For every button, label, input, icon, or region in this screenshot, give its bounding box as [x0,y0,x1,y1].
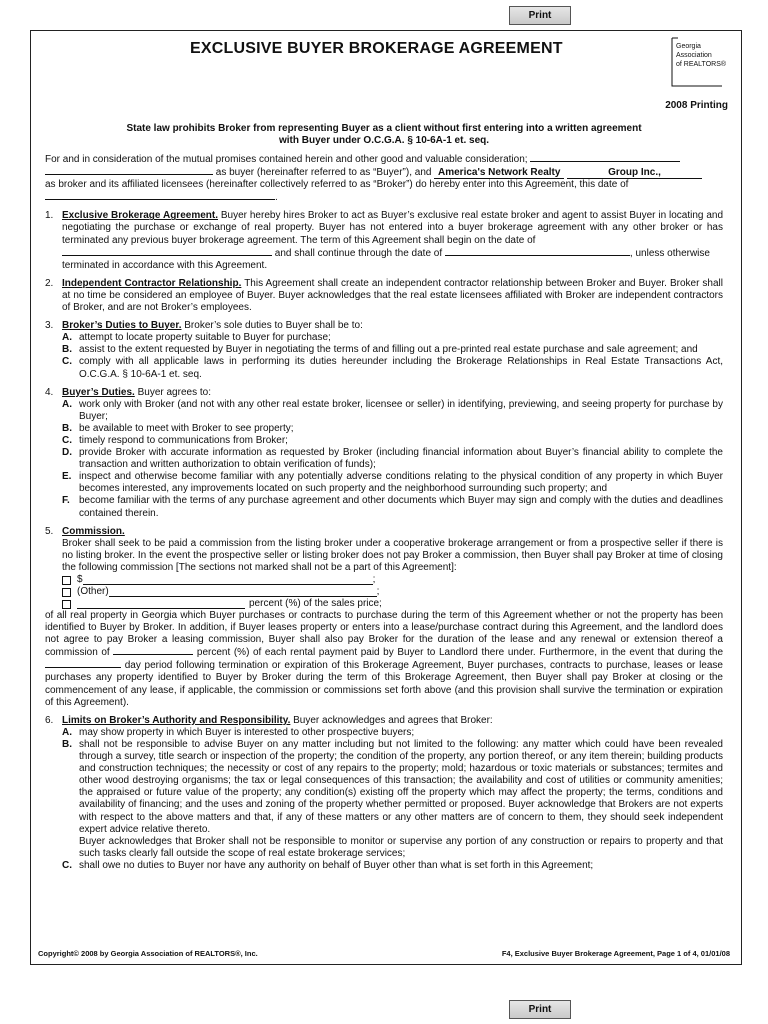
notice-line-2: with Buyer under O.C.G.A. § 10-6A-1 et. seq. [278,135,490,146]
gar-logo [668,36,728,90]
commission-option-percent [62,598,723,610]
document-title: EXCLUSIVE BUYER BROKERAGE AGREEMENT [190,40,563,57]
broker-name-field-2[interactable]: Group Inc., [567,168,702,179]
item-letter: E. [62,471,72,483]
item-text: timely respond to communications from Broker; [79,434,288,446]
list-item [62,423,723,435]
section-text: Buyer agrees to: [137,386,211,398]
print-button-top[interactable]: Print [509,6,571,25]
item-letter: B. [62,422,72,434]
section-number: 3. [45,320,54,332]
list-item [62,332,723,344]
other-checkbox[interactable] [62,588,71,597]
section-5 [45,526,723,538]
commission-details [45,610,723,709]
section-text: Buyer hereby hires Broker to act as Buyer’s exclusive real estate broker and agent to assist Buyer in locating and negotiating the purchase or exchange of real property. Buyer has not entered into a buyer brokerage agreement with any other broker or has terminated any previous buyer brokerage agreement. The term of this Agreement shall begin on the date of [62,210,724,246]
list-item [62,727,723,739]
commission-text-b: percent (%) of each rental payment paid by Buyer to Landlord there under. Furthermore, in the event that during the [196,647,724,659]
item-letter: A. [62,398,72,410]
protection-period-field[interactable] [45,659,121,668]
item-letter [62,836,79,860]
agreement-date-field[interactable] [45,191,275,200]
amount-field[interactable] [83,576,373,585]
list-item [62,471,723,495]
item-letter: B. [62,344,72,356]
section-number: 4. [45,386,54,398]
intro-paragraph: For and in consideration of the mutual promises contained herein and other good and valuable consideration; as buyer (hereinafter referred to as “Buyer”), and America's Network Realty Group Inc., as broker and its affiliated licensees (hereinafter collectively referred to as “Broker”) do hereby enter into this Agreement, this date of . [45,153,723,204]
start-date-field[interactable] [62,247,272,256]
section-number: 6. [45,714,54,726]
intro-text-c: as broker and its affiliated licensees (hereinafter collectively referred to as “Broker”) do hereby enter into this Agreement, this date of [45,179,629,191]
section-3 [45,320,723,332]
punct: ; [376,585,380,597]
section-text: , unless otherwise [629,247,710,259]
dollar-sign: $ [77,573,83,585]
commission-option-other [62,586,723,598]
buyer-name-field[interactable] [45,166,213,175]
list-item [62,860,723,872]
item-text: attempt to locate property suitable to Buyer for purchase; [79,332,331,344]
list-item [62,447,723,471]
item-text: shall owe no duties to Buyer nor have any authority on behalf of Buyer other than what is set forth in this Agreement; [79,859,594,871]
other-field[interactable] [109,588,377,597]
section-text: Buyer acknowledges and agrees that Broker: [293,714,493,726]
item-letter: F. [62,495,70,507]
item-letter: C. [62,859,72,871]
item-letter: A. [62,332,72,344]
item-text: be available to meet with Broker to see property; [79,422,294,434]
list-item [62,495,723,519]
item-letter: A. [62,726,72,738]
section-heading: Limits on Broker’s Authority and Responsibility. [62,714,291,726]
section-number: 2. [45,277,54,289]
copyright-notice: Copyright© 2008 by Georgia Association of REALTORS®, Inc. [38,949,258,958]
item-text: become familiar with the terms of any purchase agreement and other documents which Buyer may sign and comply with the duties and deadlines contained therein. [79,495,723,519]
commission-option-amount [62,574,723,586]
section-4 [45,387,723,399]
party-field[interactable] [530,153,680,162]
section-heading: Commission. [62,525,125,537]
item-letter: C. [62,434,72,446]
item-text: may show property in which Buyer is interested to other prospective buyers; [79,726,415,738]
item-text: work only with Broker (and not with any other real estate broker, licensee or seller) in identifying, previewing, and seeing property for purchase by Buyer; [79,398,723,422]
section-6 [45,715,723,727]
broker-name-field[interactable]: America's Network Realty [434,168,564,179]
section-number: 5. [45,525,54,537]
commission-text-c: day period following termination or expiration of this Brokerage Agreement, Buyer purchases, contracts to purchase, leases or lease purchases any property identified to Buyer by Broker during the term of this Brokerage Agreement, then Buyer shall pay Broker at closing or the commencement of any lease, if applicable, the commission or commissions set forth above (and this provision shall survive the termination or expiration of this Agreement). [45,660,723,708]
list-item [62,836,723,860]
item-text: provide Broker with accurate information as requested by Broker (including financial information about Buyer’s financial ability to complete the transaction and written authorization to obtain verification of funds); [79,447,723,471]
section-text: and shall continue through the date of [274,247,443,259]
percent-field[interactable] [77,600,245,609]
form-identifier: F4, Exclusive Buyer Brokerage Agreement, Page 1 of 4, 01/01/08 [501,949,730,958]
other-label: (Other) [77,585,109,597]
list-item [62,399,723,423]
agreement-body [45,123,723,872]
commission-text: Broker shall seek to be paid a commission from the listing broker under a cooperative brokerage arrangement or from a prospective seller if there is no listing broker. In the event the prospective seller or listing broker does not pay Broker a commission, then Buyer shall pay Broker at time of closing the following commission [The sections not marked shall not be a part of this Agreement]: [62,537,723,573]
logo-line-3: of REALTORS® [676,61,727,68]
punct: ; [372,573,376,585]
section-2 [45,278,723,314]
item-text: comply with all applicable laws in performing its duties hereunder including the Brokerage Relationships in Real Estate Transactions Act, O.C.G.A. § 10-6A-1 et. seq. [79,356,723,380]
section-3-items [62,332,723,380]
state-law-notice [45,123,723,147]
intro-text-b: as buyer (hereinafter referred to as “Buyer”), and [215,167,432,179]
printing-year: 2008 Printing [665,100,728,111]
section-heading: Broker’s Duties to Buyer. [62,320,182,332]
list-item [62,356,723,380]
percent-label: percent (%) of the sales price; [249,597,382,609]
section-6-items [62,727,723,872]
section-text: This Agreement shall create an independent contractor relationship between Broker and Buyer. Broker shall at no time be considered an employee of Buyer. Buyer acknowledges that the real estate licensees affiliated with Broker are independent contractors of Broker, and are not Broker’s employees. [62,277,723,314]
list-item [62,435,723,447]
item-letter: B. [62,738,72,750]
section-4-items [62,399,723,520]
notice-line-1: State law prohibits Broker from representing Buyer as a client without first entering into a written agreement [126,123,642,134]
section-text: terminated in accordance with this Agreement. [62,259,268,271]
lease-commission-field[interactable] [113,646,193,655]
intro-text-a: For and in consideration of the mutual promises contained herein and other good and valuable consideration; [45,154,528,165]
section-heading: Buyer’s Duties. [62,386,135,398]
section-heading: Independent Contractor Relationship. [62,277,242,289]
amount-checkbox[interactable] [62,576,71,585]
print-button-bottom[interactable]: Print [509,1000,571,1019]
logo-line-2: Association [676,52,712,59]
end-date-field[interactable] [445,247,630,256]
list-item [62,739,723,836]
item-letter: D. [62,447,72,459]
section-heading: Exclusive Brokerage Agreement. [62,210,218,222]
item-text: inspect and otherwise become familiar with any potentially adverse conditions relating to the physical condition of any property in which Buyer becomes interested, any improvements located on such property and the neighborhood surrounding such property; and [79,471,723,495]
section-text: Broker’s sole duties to Buyer shall be to: [184,320,363,332]
item-text: assist to the extent requested by Buyer in negotiating the terms of and filling out a pre-printed real estate purchase and sale agreement; and [79,344,698,356]
commission-text-a: of all real property in Georgia which Buyer purchases or contracts to purchase during the term of this Agreement whether or not the property has been identified to Buyer by Broker. In addition, if Buyer leases property or enters into a lease/purchase contract during this Agreement, and the landlord does not agree to pay Broker a leasing commission, Buyer shall also pay Broker for the duration of the lease and any renewal or extension thereof a commission of [45,610,723,659]
list-item [62,344,723,356]
item-text: Buyer acknowledges that Broker shall not be responsible to monitor or supervise any portion of any construction or repairs to property and that such tasks clearly fall outside the scope of real estate brokerage services; [79,835,723,859]
percent-checkbox[interactable] [62,600,71,609]
section-1 [45,210,723,271]
section-number: 1. [45,210,54,222]
item-text: shall not be responsible to advise Buyer on any matter including but not limited to the following: any matter which could have been revealed through a survey, title search or inspection of the property; the condition of the property, any portion thereof, or any item therein; building products and construction techniques; the necessity or cost of any repairs to the property; mold; hazardous or toxic materials or substances; termites and other wood destroying organisms; the tax or legal consequences of this transaction; the availability and cost of utilities or community amenities; the appraised or future value of the property; any condition(s) existing off the property which may affect the property; the terms, conditions and availability of financing; and the uses and zoning of the property whether permitted or proposed. Buyer acknowledge that Brokers are not experts with respect to the above matters and that, if any of these matters or any other matters are of concern to them, they should seek independent expert advice relative thereto. [79,738,723,835]
logo-line-1: Georgia [676,43,701,50]
item-letter: C. [62,356,72,368]
